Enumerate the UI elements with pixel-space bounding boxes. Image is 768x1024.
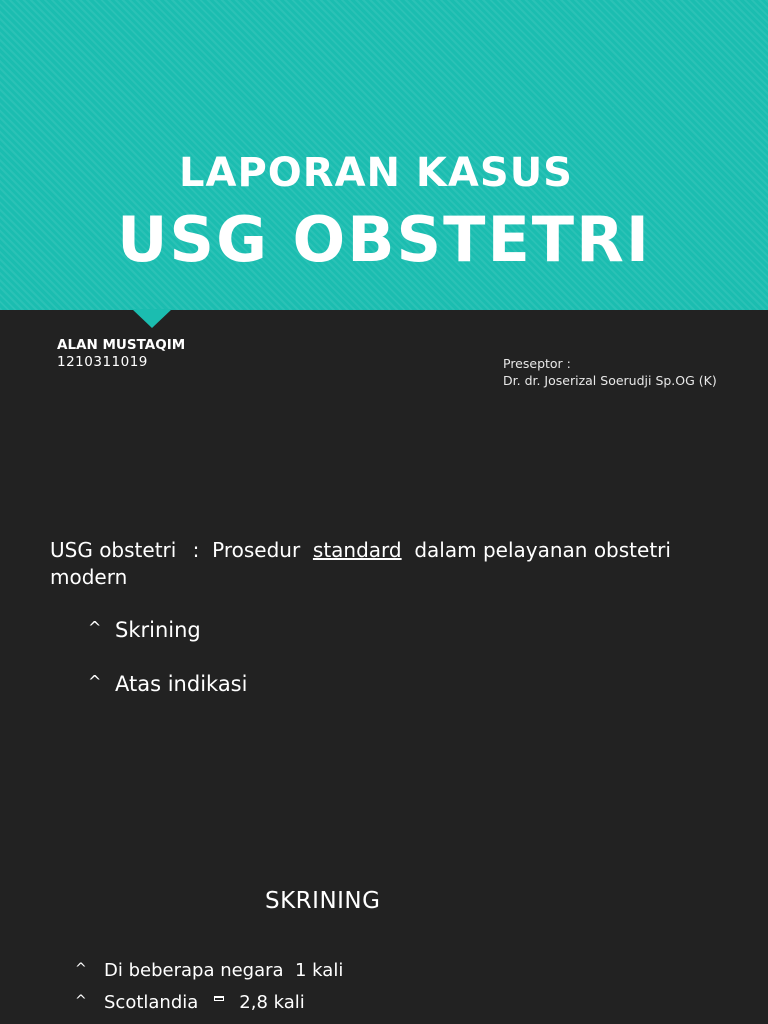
screening-item-left: Scotlandia: [104, 992, 199, 1013]
screening-item-text: Di beberapa negara 1 kali: [104, 960, 344, 981]
author-name: ALAN MUSTAQIM: [57, 337, 186, 353]
title-line-1: LAPORAN KASUS: [179, 150, 573, 196]
intro-text-a: Prosedur: [212, 538, 301, 562]
screening-item: [75, 992, 305, 1013]
preseptor-label: Preseptor :: [503, 356, 571, 371]
section-heading: SKRINING: [265, 888, 381, 914]
bullet-item: [88, 672, 247, 696]
caret-bullet-icon: ^: [88, 618, 102, 637]
screening-item: [75, 960, 343, 981]
intro-text-b: dalam pelayanan obstetri modern: [50, 538, 671, 589]
intro-underlined-word: standard: [312, 538, 402, 562]
bullet-label: Atas indikasi: [115, 672, 248, 696]
bullet-label: Skrining: [115, 618, 201, 642]
caret-bullet-icon: ^: [75, 961, 87, 977]
bullet-item: [88, 618, 201, 642]
intro-paragraph: [50, 537, 730, 591]
banner-notch: [132, 309, 172, 328]
intro-term: USG obstetri: [50, 538, 177, 562]
author-id: 1210311019: [57, 354, 148, 370]
preseptor-block: [503, 355, 717, 389]
box-symbol-icon: [214, 996, 224, 1001]
caret-bullet-icon: ^: [75, 993, 87, 1009]
screening-item-right: 2,8 kali: [239, 992, 305, 1013]
title-line-2: USG OBSTETRI: [117, 203, 651, 276]
caret-bullet-icon: ^: [88, 672, 102, 691]
preseptor-name: Dr. dr. Joserizal Soerudji Sp.OG (K): [503, 373, 717, 388]
intro-separator: :: [192, 538, 200, 562]
author-block: [57, 337, 185, 371]
